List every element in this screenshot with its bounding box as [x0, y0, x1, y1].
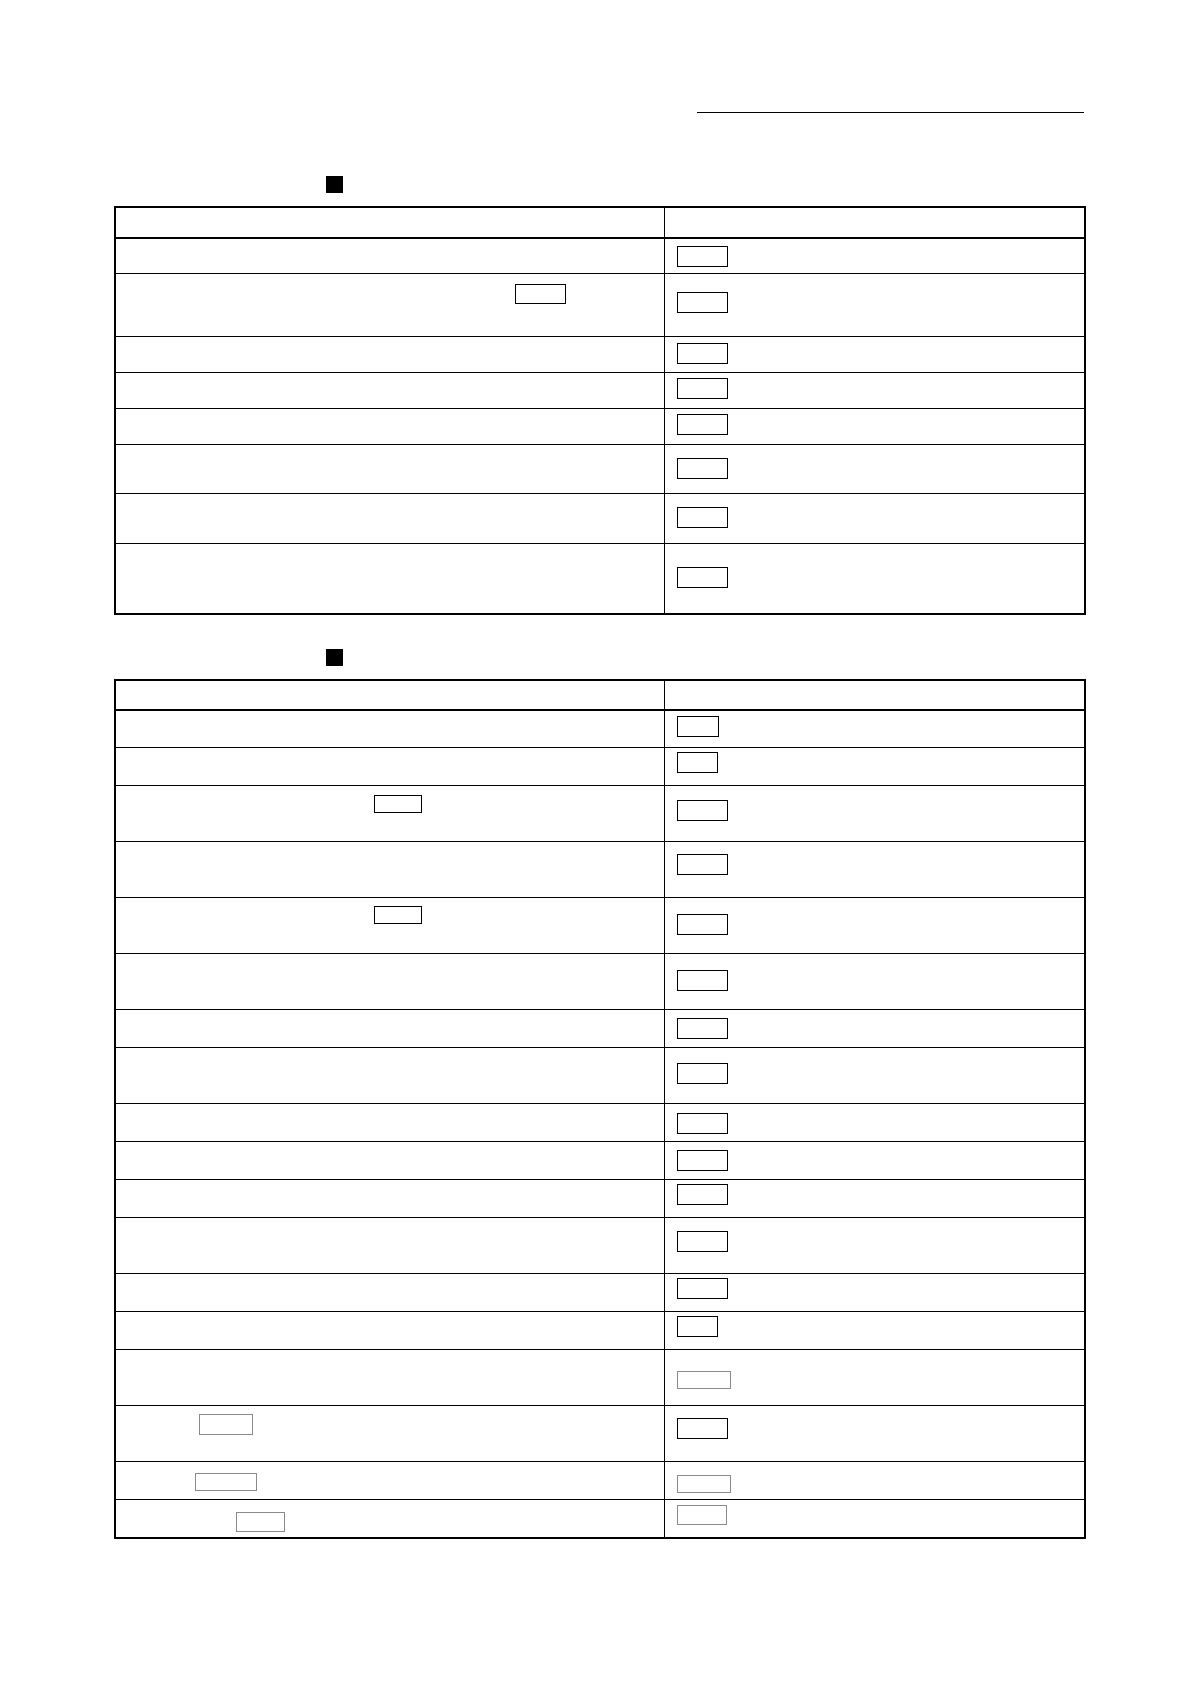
header-cell-reference — [665, 681, 1084, 709]
section-2-table — [114, 679, 1086, 1539]
row-description — [116, 1406, 665, 1461]
row-reference — [665, 1142, 1084, 1179]
row-reference — [665, 1218, 1084, 1273]
row-reference — [665, 898, 1084, 953]
row-description — [116, 1500, 665, 1537]
reference-box[interactable] — [677, 567, 728, 588]
row-reference — [665, 954, 1084, 1009]
reference-box[interactable] — [677, 914, 728, 935]
inline-reference-box[interactable] — [374, 906, 422, 924]
table-row — [116, 1273, 1084, 1311]
row-description — [116, 711, 665, 747]
row-reference — [665, 1104, 1084, 1141]
row-reference — [665, 1500, 1084, 1537]
reference-box[interactable] — [677, 752, 718, 773]
section-2-black-square-icon — [326, 649, 343, 666]
reference-box[interactable] — [677, 292, 728, 313]
row-description — [116, 494, 665, 543]
row-description — [116, 748, 665, 785]
table-row — [116, 1141, 1084, 1179]
row-description — [116, 1180, 665, 1217]
row-reference — [665, 1180, 1084, 1217]
reference-box[interactable] — [677, 414, 728, 435]
reference-box[interactable] — [677, 1418, 728, 1439]
row-reference — [665, 494, 1084, 543]
table-header-row — [116, 208, 1084, 237]
header-cell-reference — [665, 208, 1084, 237]
reference-box[interactable] — [677, 507, 728, 528]
reference-box[interactable] — [677, 1231, 728, 1252]
row-description — [116, 239, 665, 273]
table-row — [116, 1217, 1084, 1273]
reference-box[interactable] — [677, 716, 719, 737]
table-row — [116, 1405, 1084, 1461]
reference-box[interactable] — [677, 246, 728, 267]
row-reference — [665, 1312, 1084, 1349]
reference-box[interactable] — [677, 1184, 728, 1205]
table-row — [116, 709, 1084, 747]
table-row — [116, 1349, 1084, 1405]
row-reference — [665, 1274, 1084, 1311]
inline-reference-box[interactable] — [195, 1473, 257, 1491]
reference-box[interactable] — [677, 1475, 731, 1493]
row-reference — [665, 445, 1084, 493]
table-row — [116, 1179, 1084, 1217]
inline-reference-box[interactable] — [199, 1414, 253, 1435]
reference-box[interactable] — [677, 1278, 728, 1299]
header-rule — [697, 112, 1084, 113]
table-row — [116, 543, 1084, 613]
reference-box[interactable] — [677, 1018, 728, 1039]
reference-box[interactable] — [677, 854, 728, 875]
table-row — [116, 372, 1084, 408]
row-reference — [665, 1048, 1084, 1103]
table-row — [116, 1047, 1084, 1103]
row-reference — [665, 337, 1084, 372]
row-description — [116, 1010, 665, 1047]
row-description — [116, 898, 665, 953]
row-reference — [665, 373, 1084, 408]
row-description — [116, 1462, 665, 1499]
table-row — [116, 408, 1084, 444]
row-reference — [665, 239, 1084, 273]
inline-reference-box[interactable] — [515, 284, 566, 304]
row-reference — [665, 786, 1084, 841]
table-row — [116, 1461, 1084, 1499]
table-row — [116, 444, 1084, 493]
row-description — [116, 786, 665, 841]
row-reference — [665, 274, 1084, 336]
section-1-black-square-icon — [326, 176, 343, 193]
table-row — [116, 1311, 1084, 1349]
row-description — [116, 409, 665, 444]
reference-box[interactable] — [677, 1113, 728, 1134]
row-reference — [665, 711, 1084, 747]
row-description — [116, 337, 665, 372]
row-description — [116, 1312, 665, 1349]
section-1-table — [114, 206, 1086, 615]
row-description — [116, 1350, 665, 1405]
table-row — [116, 336, 1084, 372]
row-reference — [665, 748, 1084, 785]
reference-box[interactable] — [677, 800, 728, 821]
inline-reference-box[interactable] — [374, 795, 422, 813]
reference-box[interactable] — [677, 970, 728, 991]
row-description — [116, 373, 665, 408]
reference-box[interactable] — [677, 1063, 728, 1084]
row-description — [116, 274, 665, 336]
reference-box[interactable] — [677, 1505, 727, 1525]
row-description — [116, 842, 665, 897]
reference-box[interactable] — [677, 458, 728, 479]
table-row — [116, 1103, 1084, 1141]
table-row — [116, 897, 1084, 953]
row-description — [116, 1048, 665, 1103]
table-row — [116, 493, 1084, 543]
table-header-row — [116, 681, 1084, 709]
header-cell-description — [116, 681, 665, 709]
table-row — [116, 747, 1084, 785]
row-reference — [665, 1350, 1084, 1405]
row-description — [116, 1142, 665, 1179]
table-row — [116, 785, 1084, 841]
row-description — [116, 1104, 665, 1141]
row-reference — [665, 842, 1084, 897]
table-row — [116, 273, 1084, 336]
reference-box[interactable] — [677, 1316, 718, 1337]
row-description — [116, 1274, 665, 1311]
reference-box[interactable] — [677, 1371, 731, 1389]
row-reference — [665, 1406, 1084, 1461]
row-reference — [665, 544, 1084, 613]
row-description — [116, 445, 665, 493]
row-description — [116, 1218, 665, 1273]
row-description — [116, 544, 665, 613]
reference-box[interactable] — [677, 343, 728, 364]
header-cell-description — [116, 208, 665, 237]
table-row — [116, 1009, 1084, 1047]
table-row — [116, 953, 1084, 1009]
row-description — [116, 954, 665, 1009]
reference-box[interactable] — [677, 1150, 728, 1171]
row-reference — [665, 1010, 1084, 1047]
inline-reference-box[interactable] — [236, 1512, 285, 1532]
table-row — [116, 841, 1084, 897]
table-row — [116, 1499, 1084, 1537]
reference-box[interactable] — [677, 378, 728, 399]
row-reference — [665, 1462, 1084, 1499]
row-reference — [665, 409, 1084, 444]
table-row — [116, 237, 1084, 273]
